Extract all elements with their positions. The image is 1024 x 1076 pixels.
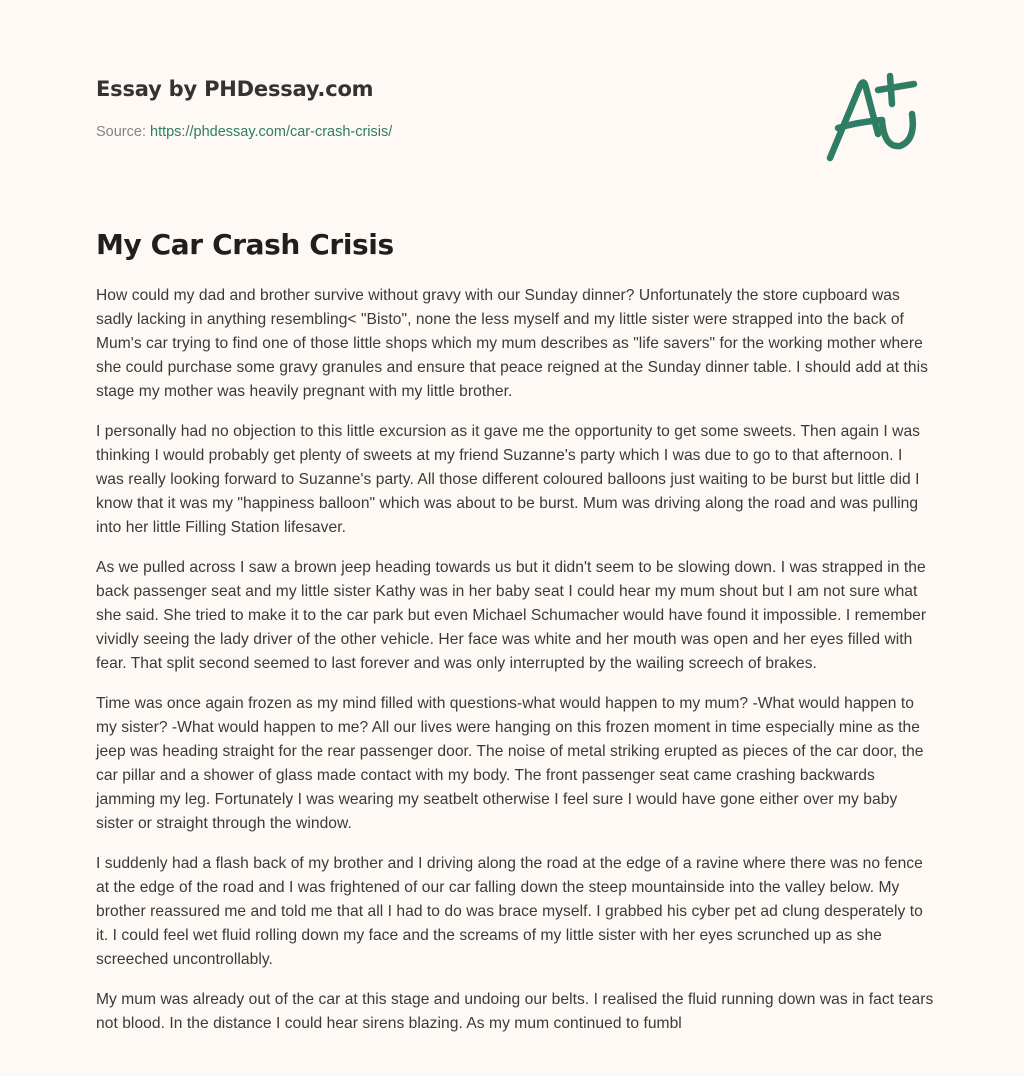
essay-paragraph: Time was once again frozen as my mind filled with questions-what would happen to my mum? -What would happen to my sister? -What would happen to me? All our lives were hanging on this frozen moment in time especially mine as the jeep was heading straight for the rear passenger door. The noise of metal striking erupted as pieces of the car door, the car pillar and a shower of glass made contact with my body. The front passenger seat came crashing backwards jamming my leg. Fortunately I was wearing my seatbelt otherwise I feel sure I would have gone either over my baby sister or straight through the window. [96, 695, 924, 832]
essay-paragraph: I personally had no objection to this little excursion as it gave me the opportunity to get some sweets. Then again I was thinking I would probably get plenty of sweets at my friend Suzanne's party which I was due to go to that afternoon. I was really looking forward to Suzanne's party. All those different coloured balloons just waiting to be burst but little did I know that it was my "happiness balloon" which was about to be burst. Mum was driving along the road and was pulling into her little Filling Station lifesaver. [96, 423, 921, 536]
page-header [96, 74, 928, 142]
source-label: Source: [96, 124, 150, 140]
essay-paragraph: As we pulled across I saw a brown jeep heading towards us but it didn't seem to be slowing down. I was strapped in the back passenger seat and my little sister Kathy was in her baby seat I could hear my mum shout but I am not sure what she said. She tried to make it to the car park but even Michael Schumacher would have found it impossible. I remember vividly seeing the lady driver of the other vehicle. Her face was white and her mouth was open and her eyes filled with fear. That split second seemed to last forever and was only interrupted by the wailing screech of brakes. [96, 559, 927, 672]
source-line [96, 122, 928, 142]
site-title: Essay by PHDessay.com [96, 77, 374, 101]
a-plus-grade-icon [820, 64, 930, 168]
essay-paragraph: How could my dad and brother survive without gravy with our Sunday dinner? Unfortunately the store cupboard was sadly lacking in anything resembling< "Bisto", none the less myself and my little sister were strapped into the back of Mum's car trying to find one of those little shops which my mum describes as "life savers" for the working mother where she could purchase some gravy granules and ensure that peace reigned at the Sunday dinner table. I should add at this stage my mother was heavily pregnant with my little brother. [96, 287, 928, 400]
essay-paragraph: My mum was already out of the car at this stage and undoing our belts. I realised the fluid running down was in fact tears not blood. In the distance I could hear sirens blazing. As my mum continued to fumbl [96, 991, 934, 1032]
source-link[interactable]: https://phdessay.com/car-crash-crisis/ [150, 124, 393, 140]
essay-paragraph: I suddenly had a flash back of my brother and I driving along the road at the edge of a ravine where there was no fence at the edge of the road and I was frightened of our car falling down the steep mountainside into the valley below. My brother reassured me and told me that all I had to do was brace myself. I grabbed his cyber pet ad clung desperately to it. I could feel wet fluid rolling down my face and the screams of my little sister with her eyes scrunched up as she screeched uncontrollably. [96, 855, 923, 968]
essay-body [96, 284, 934, 1052]
essay-title: My Car Crash Crisis [96, 228, 394, 261]
